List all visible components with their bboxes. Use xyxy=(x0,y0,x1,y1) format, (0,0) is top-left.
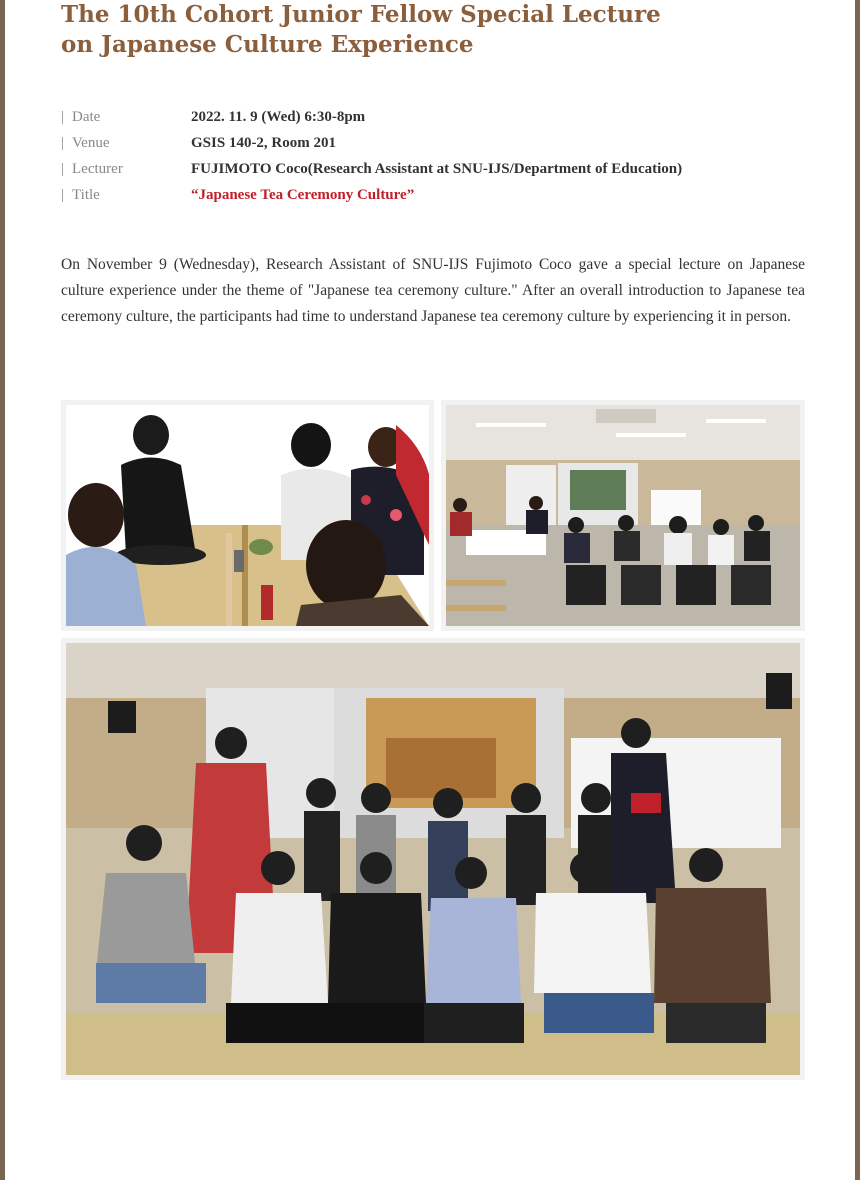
info-label-date: Date xyxy=(72,108,101,125)
separator: | xyxy=(61,186,65,203)
info-value-title: “Japanese Tea Ceremony Culture” xyxy=(191,186,415,203)
separator: | xyxy=(61,134,65,151)
article-body: On November 9 (Wednesday), Research Assistant of SNU-IJS Fujimoto Coco gave a special lecture on Japanese culture experience under the theme of "Japanese tea ceremony culture." After an overall introduction to Japanese tea ceremony culture, the participants had time to understand Japanese tea ceremony culture by experiencing it in person. xyxy=(61,256,805,325)
photo-tea-ceremony xyxy=(61,400,434,631)
info-value-venue: GSIS 140-2, Room 201 xyxy=(191,134,337,151)
info-value-lecturer: FUJIMOTO Coco(Research Assistant at SNU-IJS/Department of Education) xyxy=(191,160,683,177)
article-title xyxy=(61,0,821,60)
article-title-line-2: on Japanese Culture Experience xyxy=(61,31,474,58)
lecture-room-photo-image xyxy=(446,405,800,626)
event-info xyxy=(61,104,821,208)
photo-lecture-room xyxy=(441,400,805,631)
info-label-title: Title xyxy=(72,186,100,203)
group-photo-image xyxy=(66,643,800,1075)
separator: | xyxy=(61,160,65,177)
info-row-date xyxy=(61,104,821,130)
info-label-venue: Venue xyxy=(72,134,110,151)
info-row-venue xyxy=(61,130,821,156)
info-row-title xyxy=(61,182,821,208)
info-value-date: 2022. 11. 9 (Wed) 6:30-8pm xyxy=(191,108,366,125)
photo-group xyxy=(61,638,805,1080)
info-row-lecturer xyxy=(61,156,821,182)
tea-ceremony-photo-image xyxy=(66,405,429,626)
info-label-lecturer: Lecturer xyxy=(72,160,123,177)
separator: | xyxy=(61,108,65,125)
article-title-line-1: The 10th Cohort Junior Fellow Special Lecture xyxy=(61,1,661,28)
